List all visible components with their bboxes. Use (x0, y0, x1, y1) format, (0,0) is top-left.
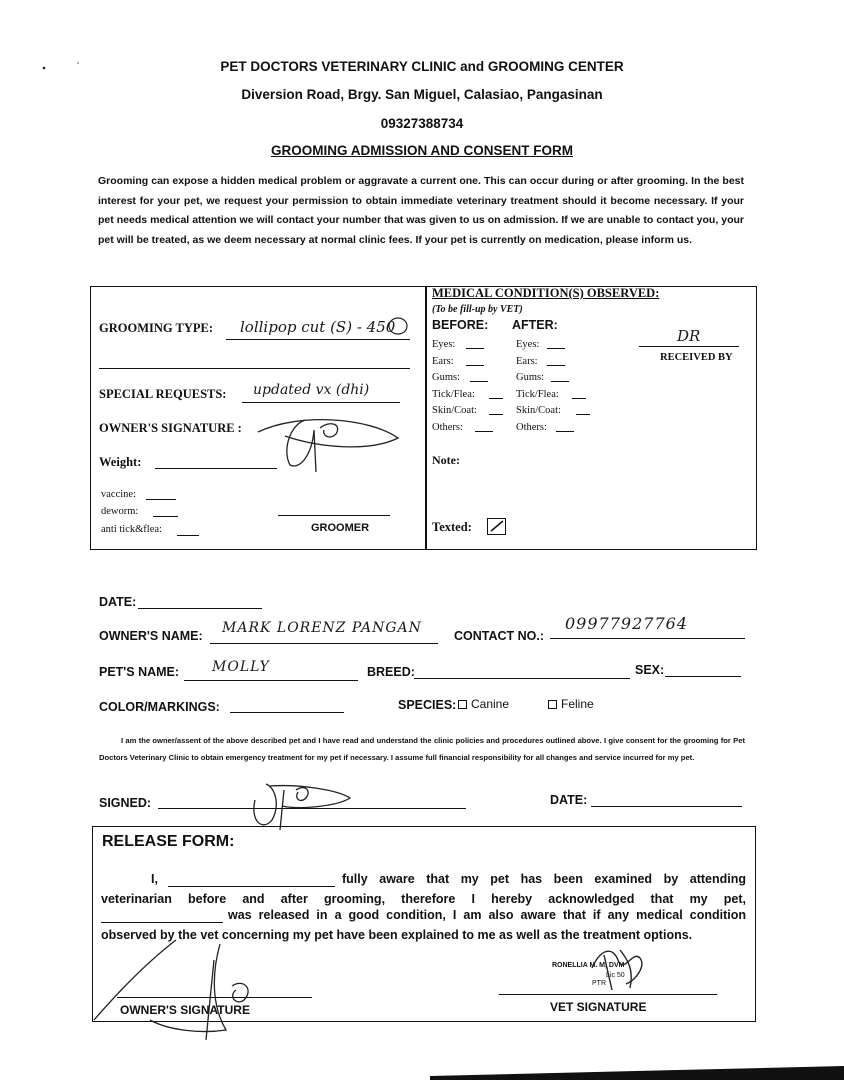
received-by-label: RECEIVED BY (660, 352, 733, 363)
signed-label: SIGNED: (99, 796, 152, 810)
after-others-line (556, 431, 574, 432)
after-others: Others: (516, 422, 547, 433)
pet-name-value[interactable]: MOLLY (212, 659, 270, 675)
contact-value[interactable]: 09977927764 (565, 614, 688, 633)
signed-signature-scribble (254, 784, 350, 830)
before-gums-line (470, 381, 488, 382)
release-line3: was released in a good condition, I am also aware that if any medical condition (228, 908, 746, 922)
release-owner-signature-label: OWNER'S SIGNATURE (120, 1003, 250, 1017)
before-ears-line (466, 365, 484, 366)
check-mark-icon (488, 519, 505, 534)
weight-label: Weight: (99, 455, 142, 469)
special-requests-line (242, 402, 400, 403)
vet-stamp-license: Lic 50 (606, 972, 625, 979)
sex-label: SEX: (635, 663, 665, 677)
before-skincoat: Skin/Coat: (432, 405, 477, 416)
consent-paragraph: I am the owner/assent of the above described pet and I have read and understand the clinic policies and procedures outlined above. I give consent for the grooming for Pet Doctors Veterinary Clinic to obtain emergency treatment for my pet if necessary. I assume full financial responsibility for all changes and service incurred for my pet. (99, 736, 745, 762)
before-others: Others: (432, 422, 463, 433)
after-tickflea: Tick/Flea: (516, 389, 559, 400)
release-line1-suffix: fully aware that my pet has been examined by attending (342, 872, 746, 886)
form-title: GROOMING ADMISSION AND CONSENT FORM (271, 143, 573, 158)
before-eyes-line (466, 348, 484, 349)
color-label: COLOR/MARKINGS: (99, 700, 220, 714)
before-ears: Ears: (432, 356, 454, 367)
species-label: SPECIES: (398, 698, 457, 712)
date-line[interactable] (138, 608, 262, 609)
after-skincoat: Skin/Coat: (516, 405, 561, 416)
grooming-type-line-2 (99, 368, 410, 369)
release-form-box (92, 826, 756, 1022)
release-name-line[interactable] (168, 886, 335, 887)
signed-date-line[interactable] (591, 806, 742, 807)
owner-signature-line[interactable] (117, 997, 312, 998)
after-gums: Gums: (516, 372, 545, 383)
clinic-address: Diversion Road, Brgy. San Miguel, Calasiao, Pangasinan (241, 87, 603, 102)
after-label: AFTER: (512, 318, 558, 332)
vaccine-line (146, 499, 176, 500)
after-tickflea-line (572, 398, 586, 399)
texted-checkbox[interactable] (487, 518, 506, 535)
grooming-type-line (226, 339, 410, 340)
special-requests-value[interactable]: updated vx (dhi) (253, 382, 370, 398)
after-ears: Ears: (516, 356, 538, 367)
special-requests-label: SPECIAL REQUESTS: (99, 387, 227, 401)
anti-tick-line (177, 535, 199, 536)
contact-label: CONTACT NO.: (454, 629, 545, 643)
medical-title: MEDICAL CONDITION(S) OBSERVED: (432, 286, 660, 300)
clinic-name: PET DOCTORS VETERINARY CLINIC and GROOMING CENTER (220, 59, 624, 74)
release-line1-prefix: I, (151, 872, 158, 886)
species-canine-option[interactable] (458, 697, 509, 711)
feline-label: Feline (561, 697, 594, 711)
intro-paragraph: Grooming can expose a hidden medical problem or aggravate a current one. This can occur during or after grooming. In the best interest for your pet, we request your permission to obtain immediate veterinary treatment should it become necessary. If your pet needs medical attention we will contact your number that was given to us on admission. If we are unable to contact you, your pet will be treated, as we deem necessary at normal clinic fees. If your pet is currently on medication, please inform us. (98, 175, 744, 246)
received-by-line (639, 346, 739, 347)
grooming-type-value[interactable]: lollipop cut (S) - 450 (240, 318, 396, 336)
pet-name-label: PET'S NAME: (99, 665, 180, 679)
feline-checkbox[interactable] (548, 700, 557, 709)
sex-line[interactable] (665, 676, 741, 677)
canine-label: Canine (471, 697, 510, 711)
vet-signature-line[interactable] (499, 994, 717, 995)
received-by-value[interactable]: DR (677, 327, 701, 345)
canine-checkbox[interactable] (458, 700, 467, 709)
note-label: Note: (432, 453, 460, 467)
before-skincoat-line (489, 414, 503, 415)
before-label: BEFORE: (432, 318, 489, 332)
species-feline-option[interactable] (548, 697, 594, 711)
vet-stamp-ptr: PTR (592, 980, 606, 987)
after-skincoat-line (576, 414, 590, 415)
owner-name-label: OWNER'S NAME: (99, 629, 203, 643)
after-eyes: Eyes: (516, 339, 540, 350)
after-gums-line (551, 381, 569, 382)
date-label: DATE: (99, 595, 137, 609)
breed-line[interactable] (414, 678, 630, 679)
release-pet-line[interactable] (101, 922, 223, 923)
groomer-label: GROOMER (311, 522, 370, 534)
anti-tick-label: anti tick&flea: (101, 524, 162, 535)
clinic-phone: 09327388734 (380, 116, 464, 131)
release-vet-signature-label: VET SIGNATURE (550, 1000, 647, 1014)
breed-label: BREED: (367, 665, 415, 679)
before-others-line (475, 431, 493, 432)
contact-line (550, 638, 745, 639)
after-eyes-line (547, 348, 565, 349)
before-gums: Gums: (432, 372, 461, 383)
grooming-type-label: GROOMING TYPE: (99, 321, 214, 335)
texted-label: Texted: (432, 520, 472, 534)
vaccine-label: vaccine: (101, 489, 136, 500)
after-ears-line (547, 365, 565, 366)
deworm-line (153, 516, 178, 517)
before-tickflea-line (489, 398, 503, 399)
owner-signature-label: OWNER'S SIGNATURE : (99, 421, 242, 435)
signed-date-label: DATE: (550, 793, 588, 807)
signed-line[interactable] (158, 808, 466, 809)
box-divider (425, 287, 427, 549)
before-eyes: Eyes: (432, 339, 456, 350)
release-line2: veterinarian before and after grooming, therefore I hereby acknowledged that my pet, (101, 892, 746, 906)
owner-name-value[interactable]: MARK LORENZ PANGAN (222, 620, 422, 636)
weight-line (155, 468, 277, 469)
before-tickflea: Tick/Flea: (432, 389, 475, 400)
release-form-title: RELEASE FORM: (102, 833, 235, 850)
medical-subtitle: (To be fill-up by VET) (432, 304, 523, 315)
release-line4: observed by the vet concerning my pet have been explained to me as well as the treatment options. (101, 928, 693, 942)
vet-stamp-name: RONELLIA M. M, DVM (552, 962, 625, 969)
owner-name-line (210, 643, 438, 644)
color-line[interactable] (230, 712, 344, 713)
pet-name-line (184, 680, 358, 681)
groomer-line (278, 515, 390, 516)
deworm-label: deworm: (101, 506, 139, 517)
